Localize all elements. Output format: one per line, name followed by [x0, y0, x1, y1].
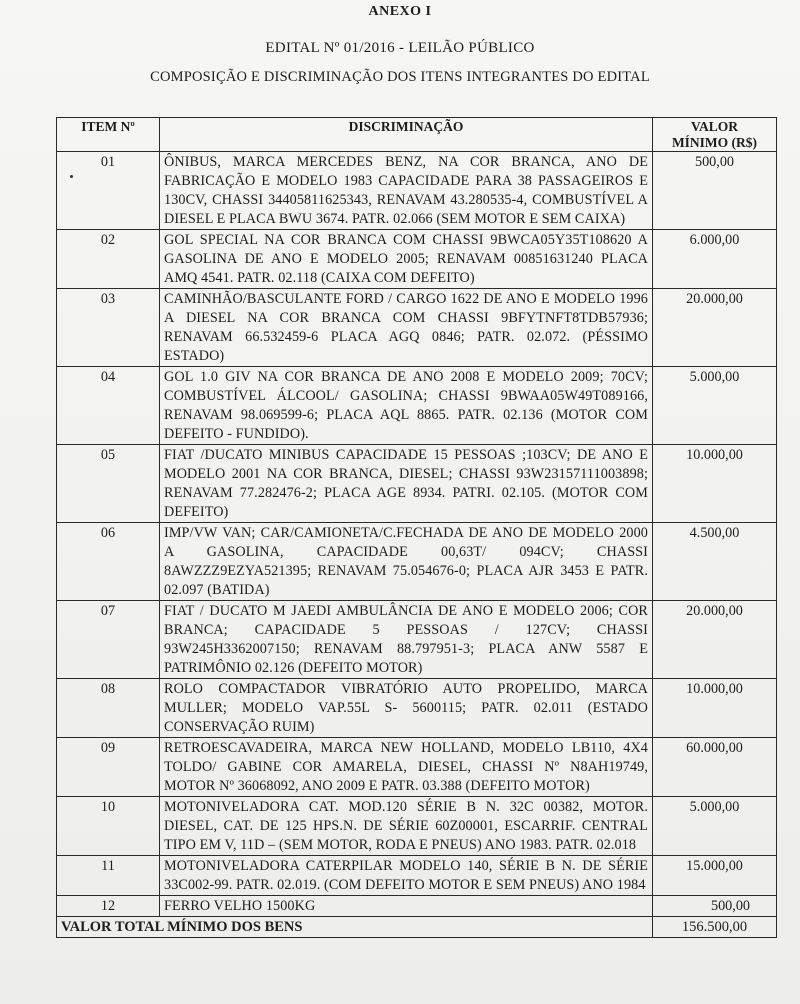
item-number: 06: [57, 523, 160, 601]
table-row: [57, 797, 777, 856]
column-header-value-line1: VALOR: [690, 119, 738, 134]
item-description: CAMINHÃO/BASCULANTE FORD / CARGO 1622 DE ANO E MODELO 1996 A DIESEL NA COR BRANCA COM CHASSI 9BFYTNFT8TDB57936; RENAVAM 66.532459-6 PLACA AGQ 0846; PATR. 02.072. (PÉSSIMO ESTADO): [160, 289, 653, 367]
table-row: [57, 856, 777, 896]
item-description: GOL 1.0 GIV NA COR BRANCA DE ANO 2008 E MODELO 2009; 70CV; COMBUSTÍVEL ÁLCOOL/ GASOLINA; CHASSI 9BWAA05W49T089166, RENAVAM 98.069599-6; PLACA AQL 8865. PATR. 02.136 (MOTOR COM DEFEITO - FUNDIDO).: [160, 367, 653, 445]
item-value: 6.000,00: [653, 230, 777, 289]
item-description: FIAT /DUCATO MINIBUS CAPACIDADE 15 PESSOAS ;103CV; DE ANO E MODELO 2001 NA COR BRANCA, DIESEL; CHASSI 93W23157111003898; RENAVAM 77.282476-2; PLACA AGE 8934. PATRI. 02.105. (MOTOR COM DEFEITO): [160, 445, 653, 523]
column-header-description: DISCRIMINAÇÃO: [160, 118, 653, 152]
item-number: 02: [57, 230, 160, 289]
items-table: [56, 117, 777, 938]
annex-title: ANEXO I: [368, 4, 432, 19]
column-header-value: [653, 118, 777, 152]
item-description: FIAT / DUCATO M JAEDI AMBULÂNCIA DE ANO E MODELO 2006; COR BRANCA; CAPACIDADE 5 PESSOAS / 127CV; CHASSI 93W245H3362007150; RENAVAM 88.797951-3; PLACA ANW 5587 E PATRIMÔNIO 02.126 (DEFEITO MOTOR): [160, 601, 653, 679]
table-row: [57, 289, 777, 367]
item-number: 11: [57, 856, 160, 896]
table-row: [57, 230, 777, 289]
item-value: 20.000,00: [653, 289, 777, 367]
table-row: [57, 152, 777, 230]
column-header-item: ITEM Nº: [57, 118, 160, 152]
table-header-row: [57, 118, 777, 152]
item-number: 09: [57, 738, 160, 797]
item-number: 10: [57, 797, 160, 856]
item-description: FERRO VELHO 1500KG: [160, 896, 653, 917]
item-number: 07: [57, 601, 160, 679]
item-number: 03: [57, 289, 160, 367]
item-description: ÔNIBUS, MARCA MERCEDES BENZ, NA COR BRANCA, ANO DE FABRICAÇÃO E MODELO 1983 CAPACIDADE PARA 38 PASSAGEIROS E 130CV, CHASSI 34405811625343, RENAVAM 43.280535-4, COMBUSTÍVEL A DIESEL E PLACA BWU 3674. PATR. 02.066 (SEM MOTOR E SEM CAIXA): [160, 152, 653, 230]
item-value: 5.000,00: [653, 367, 777, 445]
item-value: 4.500,00: [653, 523, 777, 601]
item-value: 10.000,00: [653, 679, 777, 738]
edital-title: EDITAL Nº 01/2016 - LEILÃO PÚBLICO: [265, 40, 535, 56]
item-value: 10.000,00: [653, 445, 777, 523]
document-subtitle: COMPOSIÇÃO E DISCRIMINAÇÃO DOS ITENS INTEGRANTES DO EDITAL: [150, 69, 650, 85]
table-row: [57, 738, 777, 797]
item-description: ROLO COMPACTADOR VIBRATÓRIO AUTO PROPELIDO, MARCA MULLER; MODELO VAP.55L S- 5600115; PATR. 02.011 (ESTADO CONSERVAÇÃO RUIM): [160, 679, 653, 738]
total-row: [57, 917, 777, 938]
item-description: GOL SPECIAL NA COR BRANCA COM CHASSI 9BWCA05Y35T108620 A GASOLINA DE ANO E MODELO 2005; RENAVAM 00851631240 PLACA AMQ 4541. PATR. 02.118 (CAIXA COM DEFEITO): [160, 230, 653, 289]
item-value: 60.000,00: [653, 738, 777, 797]
column-header-value-line2: MÍNIMO (R$): [671, 135, 758, 150]
table-row: [57, 445, 777, 523]
item-value: 20.000,00: [653, 601, 777, 679]
item-description: IMP/VW VAN; CAR/CAMIONETA/C.FECHADA DE ANO DE MODELO 2000 A GASOLINA, CAPACIDADE 00,63T/ 094CV; CHASSI 8AWZZZ9EZYA521395; RENAVAM 75.054676-0; PLACA AJR 3453 E PATR. 02.097 (BATIDA): [160, 523, 653, 601]
table-row: [57, 523, 777, 601]
item-value: 15.000,00: [653, 856, 777, 896]
item-description: RETROESCAVADEIRA, MARCA NEW HOLLAND, MODELO LB110, 4X4 TOLDO/ GABINE COR AMARELA, DIESEL, CHASSI Nº N8AH19749, MOTOR Nº 36068092, ANO 2009 E PATR. 03.388 (DEFEITO MOTOR): [160, 738, 653, 797]
table-row: [57, 679, 777, 738]
item-number: 08: [57, 679, 160, 738]
item-value: 500,00: [653, 152, 777, 230]
table-row: [57, 896, 777, 917]
item-number: 05: [57, 445, 160, 523]
item-description: MOTONIVELADORA CATERPILAR MODELO 140, SÉRIE B N. DE SÉRIE 33C002-99. PATR. 02.019. (COM DEFEITO MOTOR E SEM PNEUS) ANO 1984: [160, 856, 653, 896]
total-label: VALOR TOTAL MÍNIMO DOS BENS: [57, 917, 653, 938]
total-value: 156.500,00: [653, 917, 777, 938]
item-number: 01: [57, 152, 160, 230]
item-number: 12: [57, 896, 160, 917]
item-value: 5.000,00: [653, 797, 777, 856]
table-row: [57, 601, 777, 679]
table-row: [57, 367, 777, 445]
item-description: MOTONIVELADORA CAT. MOD.120 SÉRIE B N. 32C 00382, MOTOR. DIESEL, CAT. DE 125 HPS.N. DE SÉRIE 60Z00001, ESCARRIF. CENTRAL TIPO EM V, 11D – (SEM MOTOR, RODA E PNEUS) ANO 1983. PATR. 02.018: [160, 797, 653, 856]
item-value: 500,00: [653, 896, 777, 917]
item-number: 04: [57, 367, 160, 445]
